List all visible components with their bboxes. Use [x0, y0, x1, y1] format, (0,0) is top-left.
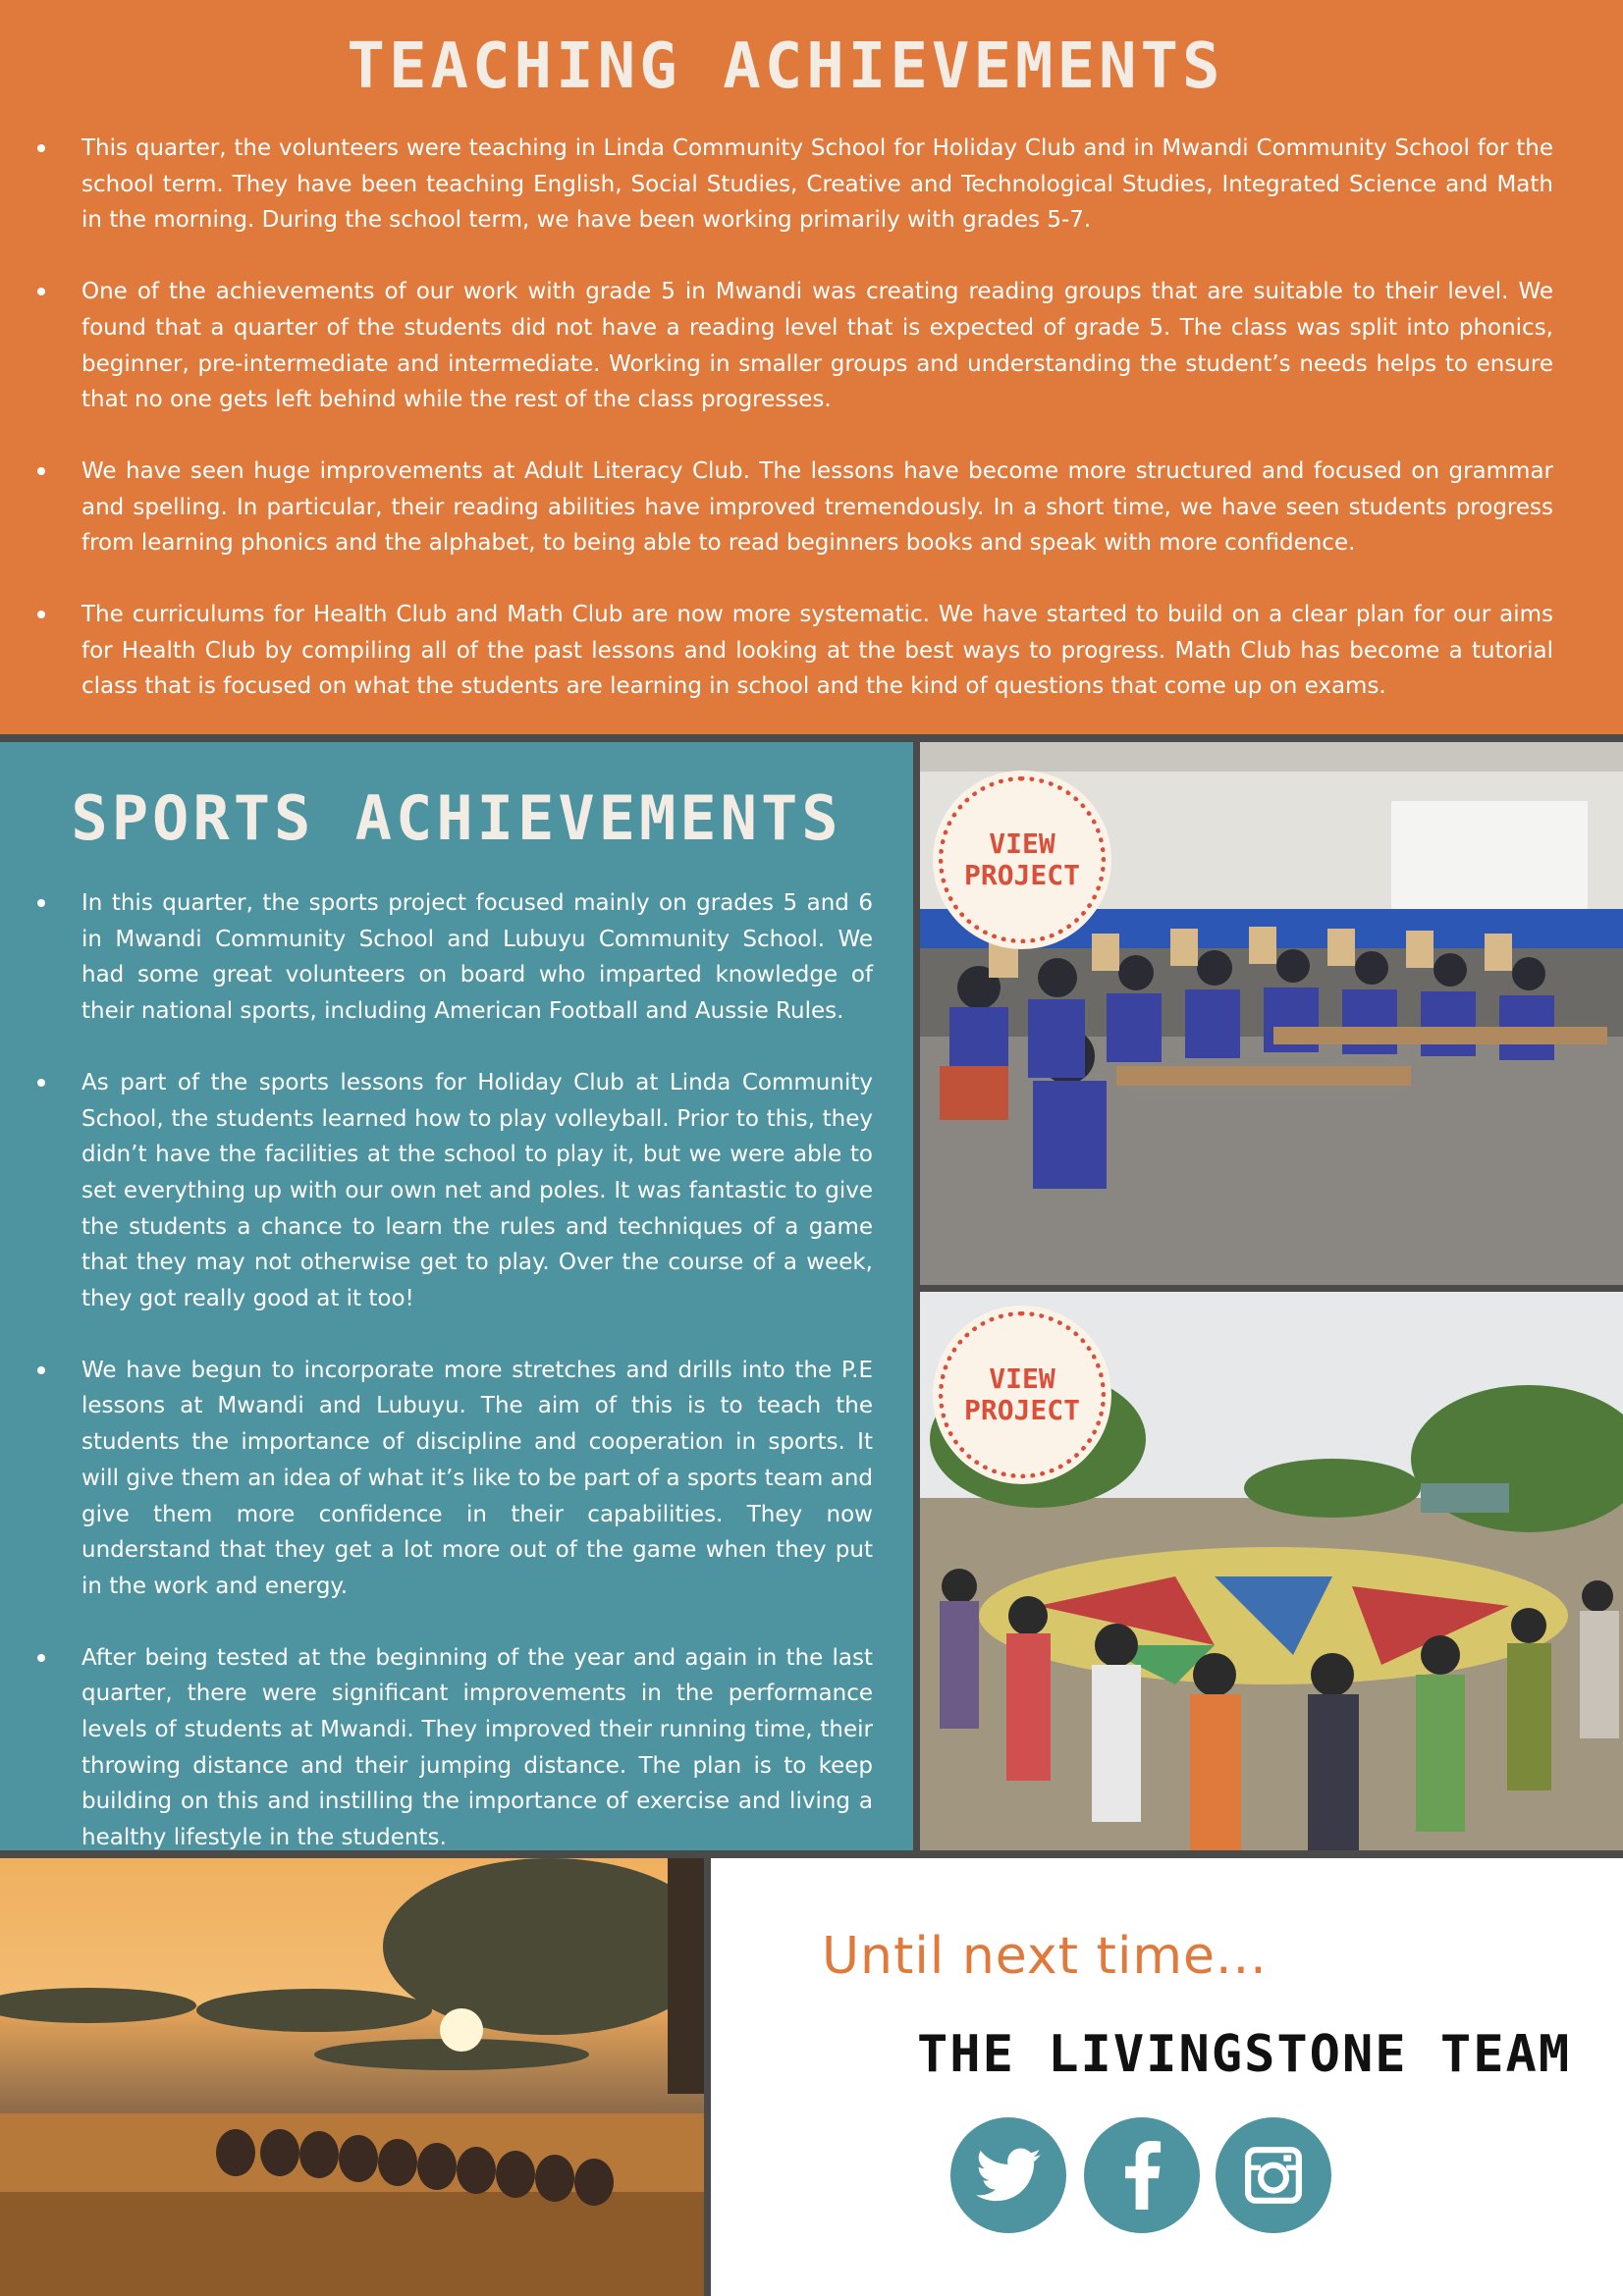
bullet-icon	[37, 1366, 45, 1374]
signoff-panel	[711, 1858, 1623, 2296]
view-project-badge[interactable]	[939, 776, 1106, 943]
twitter-link[interactable]	[950, 2117, 1066, 2233]
facebook-icon	[1122, 2141, 1162, 2210]
view-project-badge[interactable]	[939, 1311, 1106, 1478]
twitter-icon	[976, 2148, 1041, 2203]
badge-line2: PROJECT	[963, 859, 1080, 891]
list-item-text: This quarter, the volunteers were teaching in Linda Community School for Holiday Club and in Mwandi Community School for the school term. They have been teaching English, Social Studies, Creative and Technological Studies, Integrated Science and Math in the morning. During the school term, we have been working primarily with grades 5-7.	[81, 135, 1553, 234]
list-item-text: After being tested at the beginning of the year and again in the last quarter, there were significant improvements in the performance levels of students at Mwandi. They improved their running time, their throwing distance and their jumping distance. The plan is to keep building on this and instilling the importance of exercise and living a healthy lifestyle in the students.	[81, 1644, 873, 1851]
facebook-link[interactable]	[1084, 2117, 1200, 2233]
badge-line1: VIEW	[989, 1362, 1055, 1395]
teaching-section	[0, 0, 1623, 734]
instagram-icon	[1243, 2145, 1304, 2206]
badge-line1: VIEW	[989, 828, 1055, 860]
list-item	[33, 1640, 873, 1856]
sports-title: SPORTS ACHIEVEMENTS	[71, 782, 842, 854]
list-item	[33, 597, 1553, 705]
sports-section	[0, 742, 913, 1850]
badge-line2: PROJECT	[963, 1394, 1080, 1426]
list-item-text: We have seen huge improvements at Adult Literacy Club. The lessons have become more structured and focused on grammar and spelling. In particular, their reading abilities have improved tremendously. In a short time, we have seen students progress from learning phonics and the alphabet, to being able to read beginners books and speak with more confidence.	[81, 457, 1553, 557]
bullet-icon	[37, 467, 45, 475]
list-item	[33, 1065, 873, 1317]
team-name: THE LIVINGSTONE TEAM	[917, 2025, 1572, 2084]
list-item	[33, 454, 1553, 561]
list-item-text: The curriculums for Health Club and Math Club are now more systematic. We have started to build on a clear plan for our aims for Health Club by compiling all of the past lessons and looking at the best ways to progress. Math Club has become a tutorial class that is focused on what the students are learning in school and the kind of questions that come up on exams.	[81, 602, 1553, 700]
instagram-link[interactable]	[1216, 2117, 1331, 2233]
bullet-icon	[37, 144, 45, 152]
bullet-icon	[37, 1079, 45, 1087]
list-item	[33, 885, 873, 1030]
teaching-list	[33, 131, 1553, 740]
list-item	[33, 131, 1553, 239]
bullet-icon	[37, 288, 45, 295]
sports-list	[33, 885, 873, 1892]
closing-text: Until next time...	[822, 1927, 1268, 1986]
list-item	[33, 1353, 873, 1605]
bullet-icon	[37, 611, 45, 618]
bullet-icon	[37, 899, 45, 907]
list-item-text: In this quarter, the sports project focused mainly on grades 5 and 6 in Mwandi Community School and Lubuyu Community School. We had some great volunteers on board who imparted knowledge of their national sports, including American Football and Aussie Rules.	[81, 890, 873, 1025]
sunset-river-photo	[0, 1858, 704, 2296]
list-item-text: As part of the sports lessons for Holiday Club at Linda Community School, the students learned how to play volleyball. Prior to this, they didn’t have the facilities at the school to play it, but we were able to set everything up with our own net and poles. It was fantastic to give the students a chance to learn the rules and techniques of a game that they may not otherwise get to play. Over the course of a week, they got really good at it too!	[81, 1069, 873, 1312]
list-item-text: One of the achievements of our work with grade 5 in Mwandi was creating reading groups that are suitable to their level. We found that a quarter of the students did not have a reading level that is expected of grade 5. The class was split into phonics, beginner, pre-intermediate and intermediate. Working in smaller groups and understanding the student’s needs helps to ensure that no one gets left behind while the rest of the class progresses.	[81, 279, 1553, 413]
list-item	[33, 274, 1553, 418]
list-item-text: We have begun to incorporate more stretches and drills into the P.E lessons at Mwandi and Lubuyu. The aim of this is to teach the students the importance of discipline and cooperation in sports. It will give them an idea of what it’s like to be part of a sports team and give them more confidence in their capabilities. They now understand that they get a lot more out of the game when they put in the work and energy.	[81, 1357, 873, 1599]
teaching-title: TEACHING ACHIEVEMENTS	[347, 30, 1224, 103]
bullet-icon	[37, 1654, 45, 1662]
